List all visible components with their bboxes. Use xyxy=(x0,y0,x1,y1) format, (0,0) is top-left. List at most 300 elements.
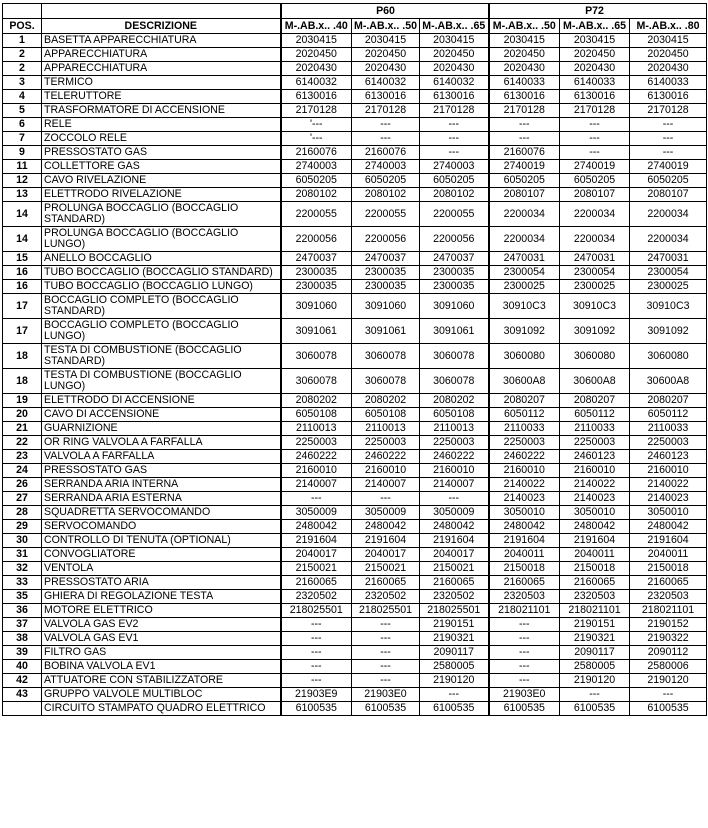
row-description: TELERUTTORE xyxy=(42,90,281,104)
table-row xyxy=(3,48,707,62)
row-code-col-3: 2160010 xyxy=(420,464,489,478)
row-code-col-1: 3060078 xyxy=(281,344,352,369)
row-code-col-5: 2150018 xyxy=(560,562,630,576)
row-code-col-6: 2190322 xyxy=(630,632,707,646)
row-code-col-2: 2480042 xyxy=(352,520,420,534)
table-row xyxy=(3,146,707,160)
row-description: BOBINA VALVOLA EV1 xyxy=(42,660,281,674)
row-code-col-2: 2020430 xyxy=(352,62,420,76)
row-code-col-1: 2080202 xyxy=(281,394,352,408)
row-code-col-5: 30910C3 xyxy=(560,294,630,319)
table-row xyxy=(3,62,707,76)
row-code-col-5: 2740019 xyxy=(560,160,630,174)
row-code-col-6: 6100535 xyxy=(630,702,707,716)
row-code-col-1: 2140007 xyxy=(281,478,352,492)
row-description: CAVO RIVELAZIONE xyxy=(42,174,281,188)
row-code-col-1: 2160076 xyxy=(281,146,352,160)
header-group-p72-left xyxy=(489,4,560,19)
row-code-col-6: 2090112 xyxy=(630,646,707,660)
table-row xyxy=(3,34,707,48)
row-code-col-2: 2460222 xyxy=(352,450,420,464)
row-code-col-1: '--- xyxy=(281,118,352,132)
row-code-col-5: --- xyxy=(560,132,630,146)
row-code-col-3: 2150021 xyxy=(420,562,489,576)
row-code-col-2: 2140007 xyxy=(352,478,420,492)
row-code-col-1: --- xyxy=(281,618,352,632)
row-code-col-1: 3060078 xyxy=(281,369,352,394)
row-code-col-5: --- xyxy=(560,688,630,702)
row-description: ELETTRODO DI ACCENSIONE xyxy=(42,394,281,408)
row-code-col-3: 2740003 xyxy=(420,160,489,174)
row-code-col-3: 2190151 xyxy=(420,618,489,632)
row-code-col-4: 2300054 xyxy=(489,266,560,280)
row-code-col-6: 2580006 xyxy=(630,660,707,674)
row-code-col-5: 2190321 xyxy=(560,632,630,646)
row-description: VENTOLA xyxy=(42,562,281,576)
table-row xyxy=(3,344,707,369)
row-code-col-4: 2020430 xyxy=(489,62,560,76)
table-row xyxy=(3,632,707,646)
row-code-col-4: 6100535 xyxy=(489,702,560,716)
table-row xyxy=(3,394,707,408)
row-code-col-2: --- xyxy=(352,674,420,688)
table-row xyxy=(3,660,707,674)
row-description: ATTUATORE CON STABILIZZATORE xyxy=(42,674,281,688)
row-code-col-2: 6140032 xyxy=(352,76,420,90)
row-pos: 36 xyxy=(3,604,42,618)
row-code-col-6: 2080107 xyxy=(630,188,707,202)
header-col-6: M-.AB.x.. .80 xyxy=(630,19,707,34)
row-description: CONVOGLIATORE xyxy=(42,548,281,562)
row-code-col-5: 2140022 xyxy=(560,478,630,492)
row-code-col-1: 2160010 xyxy=(281,464,352,478)
row-code-col-5: 2080207 xyxy=(560,394,630,408)
row-code-col-4: 2250003 xyxy=(489,436,560,450)
row-code-col-6: 6050205 xyxy=(630,174,707,188)
row-code-col-4: 2160065 xyxy=(489,576,560,590)
row-code-col-3: 2200056 xyxy=(420,227,489,252)
row-code-col-3: 3091061 xyxy=(420,319,489,344)
row-code-col-3: 2320502 xyxy=(420,590,489,604)
header-pos: POS. xyxy=(3,19,42,34)
row-code-col-6: 6130016 xyxy=(630,90,707,104)
row-description: GRUPPO VALVOLE MULTIBLOC xyxy=(42,688,281,702)
row-code-col-4: 3060080 xyxy=(489,344,560,369)
row-code-col-6: 2480042 xyxy=(630,520,707,534)
row-code-col-6: 2030415 xyxy=(630,34,707,48)
row-code-col-4: 2080107 xyxy=(489,188,560,202)
row-code-col-5: 2020450 xyxy=(560,48,630,62)
row-code-col-5: 6100535 xyxy=(560,702,630,716)
row-code-col-1: 2110013 xyxy=(281,422,352,436)
header-col-4: M-.AB.x.. .50 xyxy=(489,19,560,34)
row-description: CONTROLLO DI TENUTA (OPTIONAL) xyxy=(42,534,281,548)
row-code-col-1: 3091061 xyxy=(281,319,352,344)
row-description: CIRCUITO STAMPATO QUADRO ELETTRICO xyxy=(42,702,281,716)
row-code-col-6: 6140033 xyxy=(630,76,707,90)
row-code-col-1: 21903E9 xyxy=(281,688,352,702)
row-code-col-4: 3050010 xyxy=(489,506,560,520)
row-description: TRASFORMATORE DI ACCENSIONE xyxy=(42,104,281,118)
row-code-col-5: 2300025 xyxy=(560,280,630,294)
row-code-col-5: 2020430 xyxy=(560,62,630,76)
row-code-col-2: 218025501 xyxy=(352,604,420,618)
header-group-p60-right xyxy=(420,4,489,19)
row-description: SQUADRETTA SERVOCOMANDO xyxy=(42,506,281,520)
table-row xyxy=(3,174,707,188)
row-code-col-1: 2020450 xyxy=(281,48,352,62)
row-code-col-2: 2080202 xyxy=(352,394,420,408)
parts-table xyxy=(2,3,707,716)
header-columns-row xyxy=(3,19,707,34)
row-code-col-4: --- xyxy=(489,674,560,688)
row-code-col-6: 2170128 xyxy=(630,104,707,118)
row-code-col-2: 2040017 xyxy=(352,548,420,562)
row-code-col-1: 3050009 xyxy=(281,506,352,520)
row-code-col-3: 2170128 xyxy=(420,104,489,118)
row-code-col-3: 6100535 xyxy=(420,702,489,716)
row-pos: 12 xyxy=(3,174,42,188)
row-code-col-3: 2040017 xyxy=(420,548,489,562)
row-pos: 16 xyxy=(3,280,42,294)
row-code-col-2: 2740003 xyxy=(352,160,420,174)
row-description: BASETTA APPARECCHIATURA xyxy=(42,34,281,48)
row-code-col-3: 2480042 xyxy=(420,520,489,534)
row-description: RELE xyxy=(42,118,281,132)
row-code-col-5: 2090117 xyxy=(560,646,630,660)
row-code-col-3: 2020450 xyxy=(420,48,489,62)
row-code-col-1: 2200055 xyxy=(281,202,352,227)
row-code-col-6: 2140023 xyxy=(630,492,707,506)
row-pos: 1 xyxy=(3,34,42,48)
row-code-col-2: 3091061 xyxy=(352,319,420,344)
row-pos: 29 xyxy=(3,520,42,534)
row-description: COLLETTORE GAS xyxy=(42,160,281,174)
row-pos: 14 xyxy=(3,227,42,252)
table-row xyxy=(3,369,707,394)
row-code-col-2: --- xyxy=(352,618,420,632)
header-group-p60-left xyxy=(281,4,352,19)
row-code-col-3: 3050009 xyxy=(420,506,489,520)
table-row xyxy=(3,422,707,436)
table-row xyxy=(3,702,707,716)
row-code-col-2: 2470037 xyxy=(352,252,420,266)
row-code-col-1: 2200056 xyxy=(281,227,352,252)
row-code-col-1: 2480042 xyxy=(281,520,352,534)
row-code-col-3: 2020430 xyxy=(420,62,489,76)
row-description: PROLUNGA BOCCAGLIO (BOCCAGLIO STANDARD) xyxy=(42,202,281,227)
row-pos: 17 xyxy=(3,319,42,344)
row-code-col-4: 21903E0 xyxy=(489,688,560,702)
row-code-col-5: 6140033 xyxy=(560,76,630,90)
row-code-col-3: 2300035 xyxy=(420,280,489,294)
row-code-col-2: 3060078 xyxy=(352,369,420,394)
row-code-col-1: 6140032 xyxy=(281,76,352,90)
table-row xyxy=(3,76,707,90)
row-code-col-4: 2200034 xyxy=(489,227,560,252)
row-code-col-3: 2300035 xyxy=(420,266,489,280)
row-code-col-4: 6140033 xyxy=(489,76,560,90)
row-code-col-4: 2320503 xyxy=(489,590,560,604)
row-code-col-1: 2191604 xyxy=(281,534,352,548)
table-row xyxy=(3,520,707,534)
row-pos: 6 xyxy=(3,118,42,132)
row-pos: 37 xyxy=(3,618,42,632)
row-code-col-3: --- xyxy=(420,688,489,702)
header-col-2: M-.AB.x.. .50 xyxy=(352,19,420,34)
row-code-col-3: 2200055 xyxy=(420,202,489,227)
header-group-p72-right xyxy=(630,4,707,19)
table-row xyxy=(3,506,707,520)
row-code-col-4: 30910C3 xyxy=(489,294,560,319)
row-code-col-1: --- xyxy=(281,674,352,688)
row-description: GUARNIZIONE xyxy=(42,422,281,436)
row-code-col-2: --- xyxy=(352,132,420,146)
row-code-col-2: --- xyxy=(352,660,420,674)
row-description: PROLUNGA BOCCAGLIO (BOCCAGLIO LUNGO) xyxy=(42,227,281,252)
row-code-col-6: 2020430 xyxy=(630,62,707,76)
row-code-col-3: 6050205 xyxy=(420,174,489,188)
row-code-col-5: 2470031 xyxy=(560,252,630,266)
row-pos: 38 xyxy=(3,632,42,646)
row-code-col-3: 2580005 xyxy=(420,660,489,674)
row-code-col-3: 2030415 xyxy=(420,34,489,48)
row-code-col-4: 3091092 xyxy=(489,319,560,344)
table-row xyxy=(3,252,707,266)
row-code-col-6: 2190152 xyxy=(630,618,707,632)
row-code-col-2: --- xyxy=(352,118,420,132)
row-pos: 23 xyxy=(3,450,42,464)
row-code-col-1: 2030415 xyxy=(281,34,352,48)
row-code-col-6: 218021101 xyxy=(630,604,707,618)
table-row xyxy=(3,450,707,464)
row-code-col-6: 3091092 xyxy=(630,319,707,344)
row-code-col-6: 3050010 xyxy=(630,506,707,520)
row-description: VALVOLA GAS EV2 xyxy=(42,618,281,632)
row-description: ANELLO BOCCAGLIO xyxy=(42,252,281,266)
row-code-col-6: 2460123 xyxy=(630,450,707,464)
row-code-col-1: 2300035 xyxy=(281,266,352,280)
row-code-col-4: --- xyxy=(489,660,560,674)
header-group-row xyxy=(3,4,707,19)
row-code-col-2: --- xyxy=(352,492,420,506)
row-code-col-5: 2030415 xyxy=(560,34,630,48)
row-code-col-2: 2300035 xyxy=(352,280,420,294)
row-pos: 3 xyxy=(3,76,42,90)
row-pos: 2 xyxy=(3,48,42,62)
row-code-col-6: 2250003 xyxy=(630,436,707,450)
row-code-col-2: 3050009 xyxy=(352,506,420,520)
row-code-col-1: 6130016 xyxy=(281,90,352,104)
row-code-col-1: 2160065 xyxy=(281,576,352,590)
row-description: OR RING VALVOLA A FARFALLA xyxy=(42,436,281,450)
row-code-col-4: --- xyxy=(489,118,560,132)
table-row xyxy=(3,160,707,174)
row-code-col-2: 2160076 xyxy=(352,146,420,160)
header-col-5: M-.AB.x.. .65 xyxy=(560,19,630,34)
row-code-col-6: 2110033 xyxy=(630,422,707,436)
table-row xyxy=(3,478,707,492)
row-code-col-5: 30600A8 xyxy=(560,369,630,394)
row-code-col-5: 2190151 xyxy=(560,618,630,632)
row-code-col-4: 2470031 xyxy=(489,252,560,266)
row-pos: 33 xyxy=(3,576,42,590)
row-code-col-5: 2170128 xyxy=(560,104,630,118)
row-code-col-5: 2200034 xyxy=(560,227,630,252)
row-code-col-1: 2460222 xyxy=(281,450,352,464)
row-code-col-6: 2200034 xyxy=(630,227,707,252)
row-code-col-6: 6050112 xyxy=(630,408,707,422)
parts-list-sheet xyxy=(2,3,707,716)
row-description: GHIERA DI REGOLAZIONE TESTA xyxy=(42,590,281,604)
row-code-col-3: 6050108 xyxy=(420,408,489,422)
row-code-col-4: 6050205 xyxy=(489,174,560,188)
row-code-col-2: 6050205 xyxy=(352,174,420,188)
row-code-col-4: 2140022 xyxy=(489,478,560,492)
row-pos: 11 xyxy=(3,160,42,174)
row-pos: 18 xyxy=(3,369,42,394)
row-pos: 15 xyxy=(3,252,42,266)
row-pos: 28 xyxy=(3,506,42,520)
row-code-col-2: 2250003 xyxy=(352,436,420,450)
row-code-col-3: 6140032 xyxy=(420,76,489,90)
row-code-col-2: 21903E0 xyxy=(352,688,420,702)
row-code-col-4: 2080207 xyxy=(489,394,560,408)
row-code-col-4: --- xyxy=(489,646,560,660)
row-code-col-1: 2740003 xyxy=(281,160,352,174)
row-code-col-1: 2170128 xyxy=(281,104,352,118)
row-code-col-4: 2740019 xyxy=(489,160,560,174)
row-pos: 40 xyxy=(3,660,42,674)
row-code-col-6: --- xyxy=(630,118,707,132)
header-col-1: M-.AB.x.. .40 xyxy=(281,19,352,34)
row-code-col-6: 3060080 xyxy=(630,344,707,369)
row-code-col-5: 2460123 xyxy=(560,450,630,464)
row-description: PRESSOSTATO ARIA xyxy=(42,576,281,590)
table-row xyxy=(3,280,707,294)
row-description: VALVOLA GAS EV1 xyxy=(42,632,281,646)
row-code-col-6: --- xyxy=(630,146,707,160)
row-code-col-2: 2160065 xyxy=(352,576,420,590)
row-code-col-6: 30600A8 xyxy=(630,369,707,394)
row-code-col-3: --- xyxy=(420,118,489,132)
row-description: PRESSOSTATO GAS xyxy=(42,464,281,478)
row-code-col-5: --- xyxy=(560,118,630,132)
row-code-col-4: --- xyxy=(489,618,560,632)
row-description: TESTA DI COMBUSTIONE (BOCCAGLIO STANDARD) xyxy=(42,344,281,369)
row-code-col-4: 2160010 xyxy=(489,464,560,478)
row-code-col-2: 2150021 xyxy=(352,562,420,576)
table-row xyxy=(3,227,707,252)
table-row xyxy=(3,104,707,118)
row-description: CAVO DI ACCENSIONE xyxy=(42,408,281,422)
row-code-col-1: '--- xyxy=(281,132,352,146)
row-code-col-5: 3050010 xyxy=(560,506,630,520)
row-code-col-1: 2040017 xyxy=(281,548,352,562)
row-code-col-6: 2740019 xyxy=(630,160,707,174)
row-code-col-3: 2090117 xyxy=(420,646,489,660)
table-row xyxy=(3,132,707,146)
row-code-col-4: 6050112 xyxy=(489,408,560,422)
table-row xyxy=(3,674,707,688)
row-code-col-2: 2110013 xyxy=(352,422,420,436)
row-code-col-4: 2030415 xyxy=(489,34,560,48)
row-code-col-2: 6100535 xyxy=(352,702,420,716)
row-code-col-1: 218025501 xyxy=(281,604,352,618)
row-code-col-1: 2080102 xyxy=(281,188,352,202)
row-code-col-4: 2480042 xyxy=(489,520,560,534)
row-code-col-2: 6050108 xyxy=(352,408,420,422)
table-row xyxy=(3,294,707,319)
row-code-col-3: 2250003 xyxy=(420,436,489,450)
row-code-col-6: 2020450 xyxy=(630,48,707,62)
row-code-col-4: 2200034 xyxy=(489,202,560,227)
row-code-col-2: --- xyxy=(352,646,420,660)
row-code-col-2: 2200056 xyxy=(352,227,420,252)
row-code-col-1: 2020430 xyxy=(281,62,352,76)
row-code-col-4: 2170128 xyxy=(489,104,560,118)
row-code-col-5: 2320503 xyxy=(560,590,630,604)
row-description: ELETTRODO RIVELAZIONE xyxy=(42,188,281,202)
row-code-col-3: 218025501 xyxy=(420,604,489,618)
row-description: SERRANDA ARIA INTERNA xyxy=(42,478,281,492)
row-code-col-2: --- xyxy=(352,632,420,646)
row-code-col-3: 2110013 xyxy=(420,422,489,436)
row-code-col-4: 2140023 xyxy=(489,492,560,506)
row-code-col-5: 2250003 xyxy=(560,436,630,450)
row-code-col-2: 2160010 xyxy=(352,464,420,478)
row-pos: 39 xyxy=(3,646,42,660)
row-description: MOTORE ELETTRICO xyxy=(42,604,281,618)
row-pos: 27 xyxy=(3,492,42,506)
row-code-col-1: 3091060 xyxy=(281,294,352,319)
row-code-col-4: 2040011 xyxy=(489,548,560,562)
table-row xyxy=(3,688,707,702)
row-code-col-4: 2160076 xyxy=(489,146,560,160)
row-pos: 24 xyxy=(3,464,42,478)
row-pos xyxy=(3,702,42,716)
row-code-col-6: 2191604 xyxy=(630,534,707,548)
table-row xyxy=(3,319,707,344)
row-code-col-4: 30600A8 xyxy=(489,369,560,394)
row-code-col-3: --- xyxy=(420,146,489,160)
row-code-col-1: 6050108 xyxy=(281,408,352,422)
table-row xyxy=(3,118,707,132)
row-description: SERVOCOMANDO xyxy=(42,520,281,534)
row-code-col-5: 2040011 xyxy=(560,548,630,562)
row-code-col-3: 3060078 xyxy=(420,344,489,369)
row-code-col-5: 218021101 xyxy=(560,604,630,618)
table-row xyxy=(3,90,707,104)
row-code-col-3: 2190321 xyxy=(420,632,489,646)
row-code-col-1: 2150021 xyxy=(281,562,352,576)
row-code-col-1: --- xyxy=(281,632,352,646)
row-code-col-5: 6050112 xyxy=(560,408,630,422)
row-code-col-2: 2170128 xyxy=(352,104,420,118)
header-group-p60: P60 xyxy=(352,4,420,19)
row-code-col-6: 2200034 xyxy=(630,202,707,227)
table-row xyxy=(3,266,707,280)
row-code-col-6: 2190120 xyxy=(630,674,707,688)
row-pos: 35 xyxy=(3,590,42,604)
table-row xyxy=(3,408,707,422)
row-pos: 4 xyxy=(3,90,42,104)
row-pos: 31 xyxy=(3,548,42,562)
row-pos: 43 xyxy=(3,688,42,702)
row-code-col-4: 2110033 xyxy=(489,422,560,436)
row-code-col-3: 6130016 xyxy=(420,90,489,104)
row-code-col-2: 2020450 xyxy=(352,48,420,62)
